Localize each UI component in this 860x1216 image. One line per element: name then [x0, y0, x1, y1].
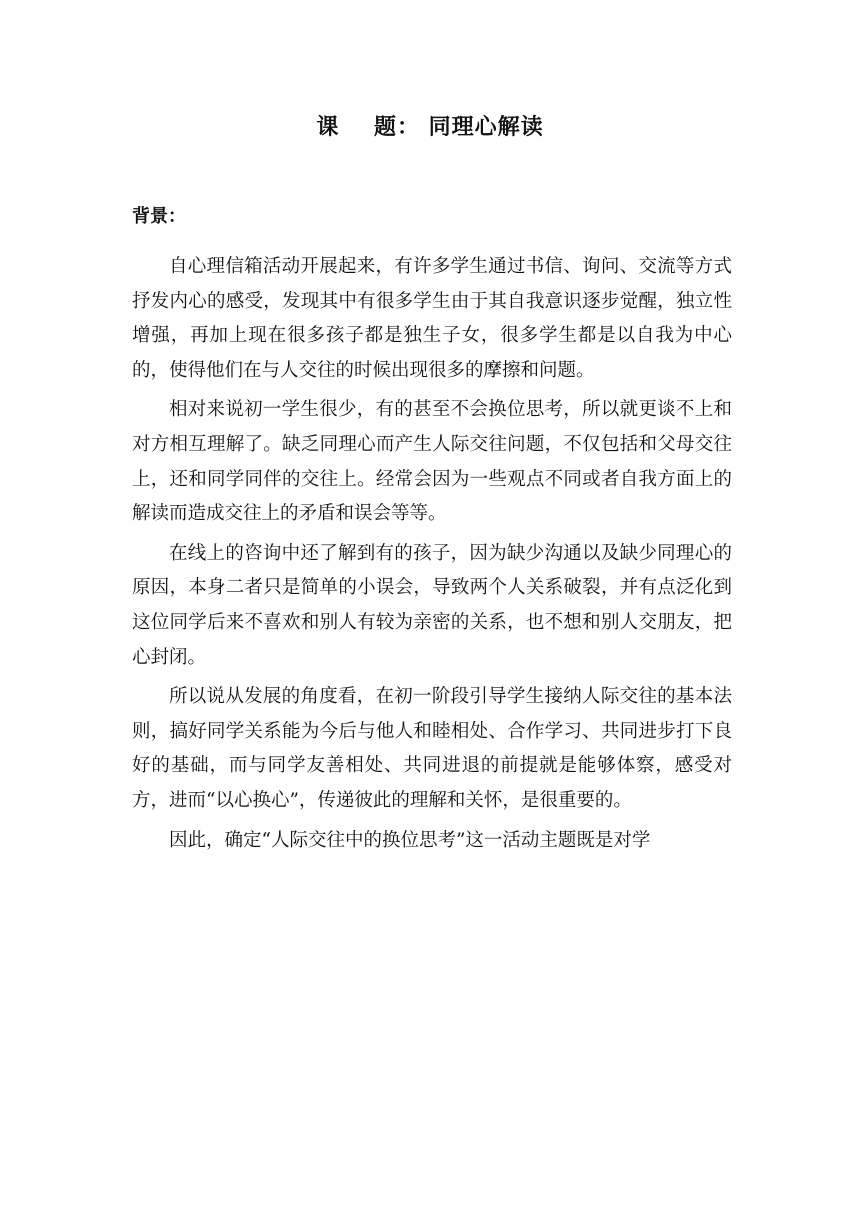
document-title: 课 题： 同理心解读 — [316, 115, 544, 140]
paragraph: 所以说从发展的角度看，在初一阶段引导学生接纳人际交往的基本法则，搞好同学关系能为今后与他人和睦相处、合作学习、共同进步打下良好的基础，而与同学友善相处、共同进退的前提就是能够体察，感受对方，进而“以心换心”，传递彼此的理解和关怀，是很重要的。 — [132, 686, 732, 811]
paragraph: 因此，确定“人际交往中的换位思考”这一活动主题既是对学 — [169, 829, 651, 851]
paragraph: 自心理信箱活动开展起来，有许多学生通过书信、询问、交流等方式抒发内心的感受，发现其中有很多学生由于其自我意识逐步觉醒，独立性增强，再加上现在很多孩子都是独生子女，很多学生都是以自我为中心的，使得他们在与人交往的时候出现很多的摩擦和问题。 — [132, 256, 732, 381]
background-heading: 背景： — [132, 206, 186, 227]
document-body — [132, 250, 732, 863]
paragraph: 相对来说初一学生很少，有的甚至不会换位思考，所以就更谈不上和对方相互理解了。缺乏同理心而产生人际交往问题，不仅包括和父母交往上，还和同学同伴的交往上。经常会因为一些观点不同或者自我方面上的解读而造成交往上的矛盾和误会等等。 — [132, 399, 732, 525]
paragraph: 在线上的咨询中还了解到有的孩子，因为缺少沟通以及缺少同理心的原因，本身二者只是简单的小误会，导致两个人关系破裂，并有点泛化到这位同学后来不喜欢和别人有较为亲密的关系，也不想和别人交朋友，把心封闭。 — [132, 542, 732, 668]
